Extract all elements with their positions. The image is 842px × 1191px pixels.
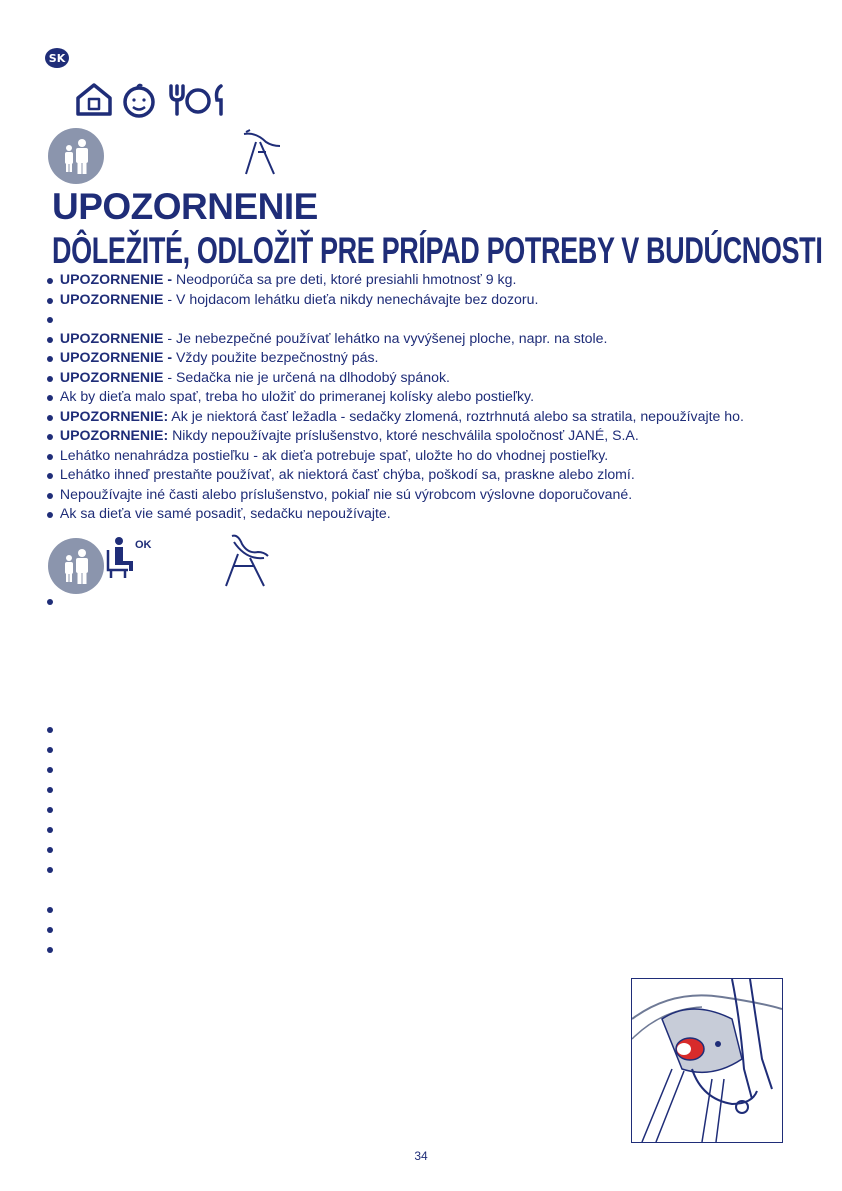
language-badge: SK: [45, 48, 69, 68]
warning-item: [46, 466, 822, 486]
warning-item: [46, 291, 822, 311]
warning-label: UPOZORNENIE:: [59, 408, 169, 425]
bullet-dot: [47, 867, 53, 873]
bullet-dot: [47, 907, 53, 913]
warning-label: UPOZORNENIE -: [59, 350, 173, 366]
usage-icons-row: [75, 80, 235, 124]
release-button-illustration: [631, 978, 783, 1143]
bullet-dot: [47, 947, 53, 953]
bullet-dot: [47, 767, 53, 773]
warning-item: [46, 388, 822, 408]
warning-label: UPOZORNENIE: [59, 369, 164, 386]
warning-label: UPOZORNENIE -: [59, 272, 173, 288]
baby-face-icon: [125, 85, 153, 116]
high-chair-icon: [220, 532, 272, 592]
bullet-dot: [47, 827, 53, 833]
bullet-dot: [47, 787, 53, 793]
warning-text: Lehátko ihneď prestaňte používať, ak niektorá časť chýba, poškodí sa, praskne alebo zlomí.: [59, 467, 635, 483]
bullet-dot: [47, 847, 53, 853]
bullet-dot: [47, 927, 53, 933]
warning-item: [46, 349, 822, 369]
warning-text: - Je nebezpečné používať lehátko na vyvýšenej ploche, napr. na stole.: [163, 330, 608, 347]
bullet-dot: [47, 599, 53, 605]
warning-item: [46, 447, 822, 467]
bullet-dot: [47, 747, 53, 753]
warning-text: Lehátko nenahrádza postieľku - ak dieťa potrebuje spať, uložte ho do vhodnej postieľky.: [59, 447, 609, 464]
warning-item: [46, 486, 822, 506]
warning-text: Ak by dieťa malo spať, treba ho uložiť do primeranej kolísky alebo postieľky.: [59, 389, 534, 405]
warning-list: [46, 271, 826, 525]
cutlery-icon: [171, 86, 221, 114]
warning-text: - Sedačka nie je určená na dlhodobý spánok.: [163, 369, 450, 386]
warning-text: Nepoužívajte iné časti alebo príslušenstvo, pokiaľ nie sú výrobcom výslovne doporučované.: [59, 486, 633, 503]
warning-item: [46, 310, 822, 330]
warning-text: - V hojdacom lehátku dieťa nikdy nenechávajte bez dozoru.: [163, 291, 539, 308]
warning-item: [46, 427, 822, 447]
warning-item: [46, 505, 822, 525]
warning-label: UPOZORNENIE:: [59, 428, 169, 444]
warning-item: [46, 408, 822, 428]
ok-label: OK: [135, 539, 152, 551]
bouncer-chair-icon: [236, 128, 286, 180]
warning-item: [46, 369, 822, 389]
warning-heading: UPOZORNENIE: [52, 186, 318, 227]
warning-text: Ak sa dieťa vie samé posadiť, sedačku nepoužívajte.: [59, 506, 391, 522]
warning-item: [46, 330, 822, 350]
adults-icon: [48, 128, 104, 184]
bullet-dot: [47, 727, 53, 733]
important-heading: DÔLEŽITÉ, ODLOŽIŤ PRE PRÍPAD POTREBY V BUDÚCNOSTI: [52, 230, 823, 271]
warning-text: Nikdy nepoužívajte príslušenstvo, ktoré neschválila spoločnosť JANÉ, S.A.: [168, 428, 639, 444]
bullet-dot: [47, 807, 53, 813]
warning-text: Neodporúča sa pre deti, ktoré presiahli hmotnosť 9 kg.: [172, 272, 517, 288]
adults-icon: [48, 538, 104, 594]
page-number: 34: [414, 1149, 428, 1163]
warning-item: [46, 271, 822, 291]
warning-text: Ak je niektorá časť ležadla - sedačky zlomená, roztrhnutá alebo sa stratila, nepoužívajte ho.: [168, 408, 744, 425]
warning-text: Vždy použite bezpečnostný pás.: [172, 350, 379, 366]
warning-label: UPOZORNENIE: [59, 330, 164, 347]
home-icon: [78, 85, 110, 114]
warning-label: UPOZORNENIE: [59, 291, 164, 308]
